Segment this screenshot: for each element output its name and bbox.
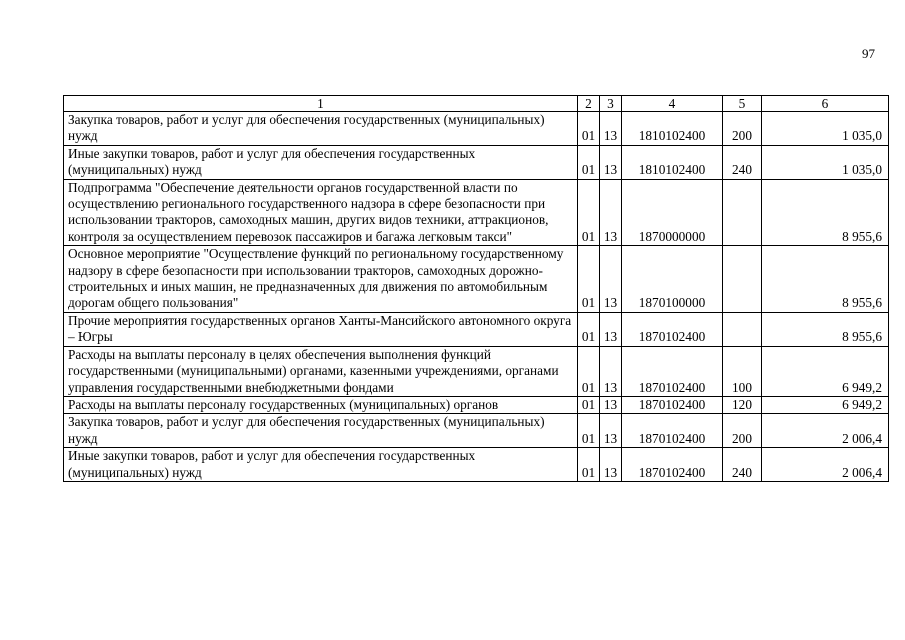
row-amount: 2 006,4 bbox=[762, 448, 889, 482]
row-name: Прочие мероприятия государственных органов Ханты-Мансийского автономного округа – Югры bbox=[64, 312, 578, 346]
row-expense-type bbox=[723, 179, 762, 246]
row-name: Закупка товаров, работ и услуг для обеспечения государственных (муниципальных) нужд bbox=[64, 414, 578, 448]
row-target-code: 1870102400 bbox=[622, 312, 723, 346]
table-row bbox=[64, 448, 889, 482]
row-section: 01 bbox=[578, 396, 600, 413]
row-expense-type bbox=[723, 312, 762, 346]
row-subsection: 13 bbox=[600, 346, 622, 396]
table-row bbox=[64, 112, 889, 146]
row-section: 01 bbox=[578, 145, 600, 179]
column-header-4: 4 bbox=[622, 96, 723, 112]
row-name: Подпрограмма "Обеспечение деятельности органов государственной власти по осуществлению регионального государственного надзора в сфере безопасности при использовании тракторов, самоходных машин, других видов техники, аттракционов, контроля за осуществлением перевозок пассажиров и багажа легковым такси" bbox=[64, 179, 578, 246]
row-expense-type: 200 bbox=[723, 112, 762, 146]
row-name: Иные закупки товаров, работ и услуг для обеспечения государственных (муниципальных) нужд bbox=[64, 448, 578, 482]
column-header-1: 1 bbox=[64, 96, 578, 112]
table-row bbox=[64, 179, 889, 246]
row-section: 01 bbox=[578, 112, 600, 146]
row-subsection: 13 bbox=[600, 112, 622, 146]
row-target-code: 1870102400 bbox=[622, 414, 723, 448]
row-name: Закупка товаров, работ и услуг для обеспечения государственных (муниципальных) нужд bbox=[64, 112, 578, 146]
table-row bbox=[64, 396, 889, 413]
budget-table bbox=[63, 95, 889, 482]
row-section: 01 bbox=[578, 246, 600, 313]
row-subsection: 13 bbox=[600, 312, 622, 346]
row-amount: 6 949,2 bbox=[762, 396, 889, 413]
row-section: 01 bbox=[578, 312, 600, 346]
row-subsection: 13 bbox=[600, 448, 622, 482]
row-name: Расходы на выплаты персоналу в целях обеспечения выполнения функций государственными (муниципальными) органами, казенными учреждениями, органами управления государственными внебюджетными фондами bbox=[64, 346, 578, 396]
row-target-code: 1870102400 bbox=[622, 396, 723, 413]
row-subsection: 13 bbox=[600, 179, 622, 246]
row-expense-type: 120 bbox=[723, 396, 762, 413]
row-target-code: 1870100000 bbox=[622, 246, 723, 313]
column-header-6: 6 bbox=[762, 96, 889, 112]
row-subsection: 13 bbox=[600, 396, 622, 413]
row-expense-type: 100 bbox=[723, 346, 762, 396]
table-row bbox=[64, 246, 889, 313]
row-target-code: 1810102400 bbox=[622, 112, 723, 146]
row-amount: 8 955,6 bbox=[762, 246, 889, 313]
row-target-code: 1870000000 bbox=[622, 179, 723, 246]
row-amount: 1 035,0 bbox=[762, 145, 889, 179]
row-amount: 1 035,0 bbox=[762, 112, 889, 146]
row-subsection: 13 bbox=[600, 414, 622, 448]
table-header-row bbox=[64, 96, 889, 112]
row-expense-type: 240 bbox=[723, 448, 762, 482]
table-row bbox=[64, 414, 889, 448]
column-header-5: 5 bbox=[723, 96, 762, 112]
page-number: 97 bbox=[862, 46, 875, 61]
table-row bbox=[64, 312, 889, 346]
row-section: 01 bbox=[578, 346, 600, 396]
row-amount: 8 955,6 bbox=[762, 312, 889, 346]
table-row bbox=[64, 145, 889, 179]
column-header-2: 2 bbox=[578, 96, 600, 112]
row-name: Расходы на выплаты персоналу государственных (муниципальных) органов bbox=[64, 396, 578, 413]
row-expense-type: 240 bbox=[723, 145, 762, 179]
row-amount: 2 006,4 bbox=[762, 414, 889, 448]
row-subsection: 13 bbox=[600, 246, 622, 313]
row-subsection: 13 bbox=[600, 145, 622, 179]
table-row bbox=[64, 346, 889, 396]
row-target-code: 1870102400 bbox=[622, 346, 723, 396]
row-section: 01 bbox=[578, 179, 600, 246]
row-section: 01 bbox=[578, 414, 600, 448]
row-amount: 8 955,6 bbox=[762, 179, 889, 246]
row-name: Основное мероприятие "Осуществление функций по региональному государственному надзору в сфере безопасности при использовании тракторов, самоходных дорожно-строительных и иных машин, не предназначенных для движения по автомобильным дорогам общего пользования" bbox=[64, 246, 578, 313]
row-expense-type bbox=[723, 246, 762, 313]
row-name: Иные закупки товаров, работ и услуг для обеспечения государственных (муниципальных) нужд bbox=[64, 145, 578, 179]
row-expense-type: 200 bbox=[723, 414, 762, 448]
row-section: 01 bbox=[578, 448, 600, 482]
row-target-code: 1870102400 bbox=[622, 448, 723, 482]
row-target-code: 1810102400 bbox=[622, 145, 723, 179]
row-amount: 6 949,2 bbox=[762, 346, 889, 396]
column-header-3: 3 bbox=[600, 96, 622, 112]
